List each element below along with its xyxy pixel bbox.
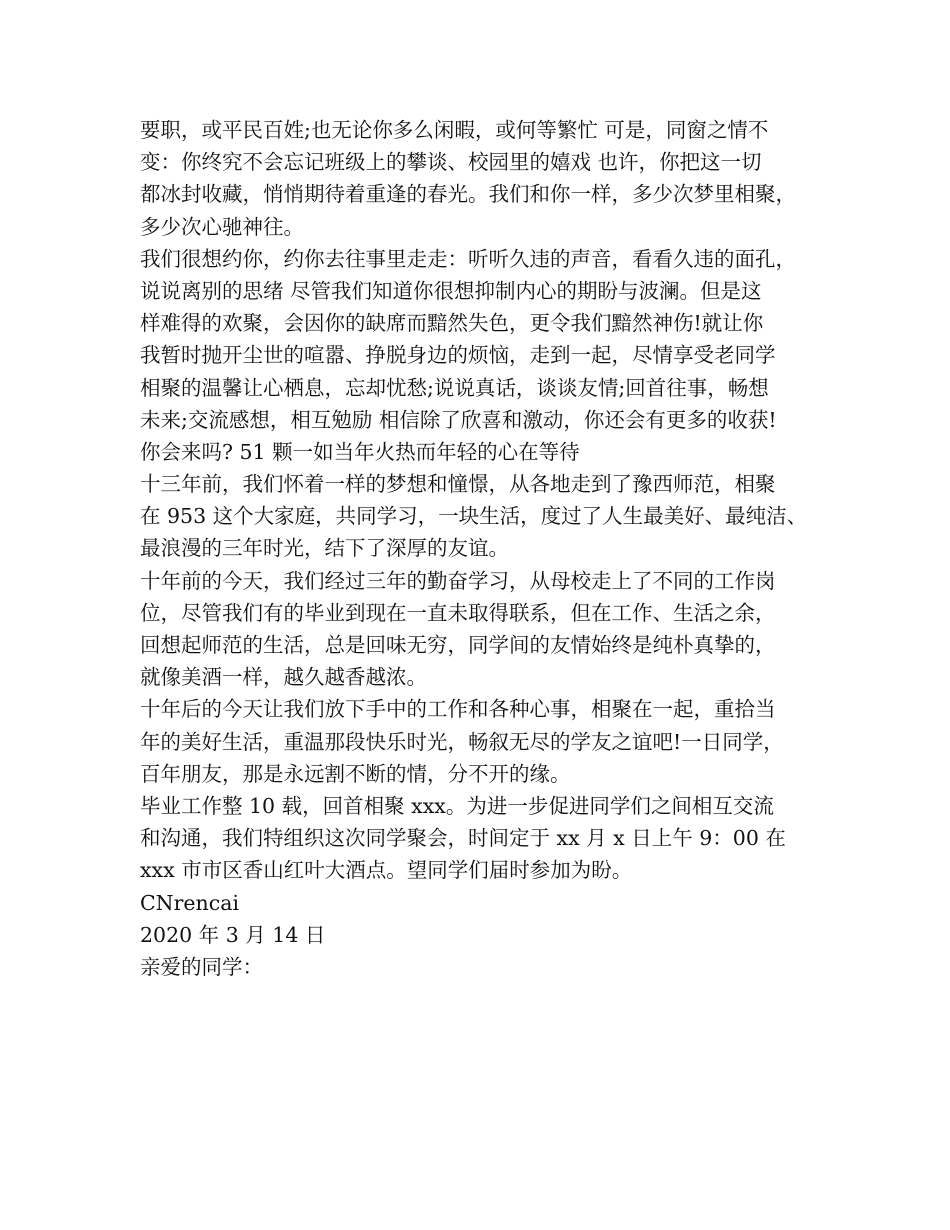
text-line: 我暂时抛开尘世的喧嚣、挣脱身边的烦恼，走到一起，尽情享受老同学 — [140, 343, 776, 368]
text-line: 就像美酒一样，越久越香越浓。 — [140, 665, 427, 690]
text-line: 回想起师范的生活，总是回味无穷，同学间的友情始终是纯朴真挚的， — [140, 633, 776, 657]
text-line: 我们很想约你，约你去往事里走走：听听久违的声音，看看久违的面孔， — [140, 246, 796, 271]
text-line: 要职，或平民百姓;也无论你多么闲暇，或何等繁忙 可是，同窗之情不 — [140, 118, 769, 142]
text-line: 十年前的今天，我们经过三年的勤奋学习，从母校走上了不同的工作岗 — [140, 568, 776, 593]
text-line: 未来;交流感想，相互勉励 相信除了欣喜和激动，你还会有更多的收获! — [140, 407, 777, 432]
text-line: 十年后的今天让我们放下手中的工作和各种心事，相聚在一起，重拾当 — [140, 697, 776, 722]
text-line: 变：你终究不会忘记班级上的攀谈、校园里的嬉戏 也许，你把这一切 — [140, 150, 762, 175]
signature-line: CNrencai — [140, 890, 240, 915]
text-line: 十三年前，我们怀着一样的梦想和憧憬，从各地走到了豫西师范，相聚 — [140, 472, 776, 497]
text-line: 都冰封收藏，悄悄期待着重逢的春光。我们和你一样，多少次梦里相聚， — [140, 182, 796, 207]
text-line: 你会来吗? 51 颗一如当年火热而年轻的心在等待 — [140, 439, 580, 464]
text-line: 多少次心驰神往。 — [140, 214, 304, 239]
text-line: 位，尽管我们有的毕业到现在一直未取得联系，但在工作、生活之余， — [140, 600, 776, 625]
text-line: 毕业工作整 10 载，回首相聚 xxx。为进一步促进同学们之间相互交流 — [140, 793, 774, 818]
text-line: 样难得的欢聚，会因你的缺席而黯然失色，更令我们黯然神伤!就让你 — [140, 311, 764, 336]
text-line: 在 953 这个大家庭，共同学习，一块生活，度过了人生最美好、最纯洁、 — [140, 504, 808, 529]
text-line: 相聚的温馨让心栖息，忘却忧愁;说说真话，谈谈友情;回首往事，畅想 — [140, 375, 769, 400]
text-line: 年的美好生活，重温那段快乐时光，畅叙无尽的学友之谊吧!一日同学， — [140, 729, 784, 754]
salutation-line: 亲爱的同学： — [140, 954, 263, 979]
text-line: xxx 市市区香山红叶大酒点。望同学们届时参加为盼。 — [140, 858, 633, 883]
text-line: 最浪漫的三年时光，结下了深厚的友谊。 — [140, 536, 509, 561]
document-body — [140, 114, 830, 983]
date-line: 2020 年 3 月 14 日 — [140, 922, 326, 947]
text-line: 和沟通，我们特组织这次同学聚会，时间定于 xx 月 x 日上午 9：00 在 — [140, 826, 786, 851]
text-line: 百年朋友，那是永远割不断的情，分不开的缘。 — [140, 761, 571, 786]
text-line: 说说离别的思绪 尽管我们知道你很想抑制内心的期盼与波澜。但是这 — [140, 278, 762, 303]
